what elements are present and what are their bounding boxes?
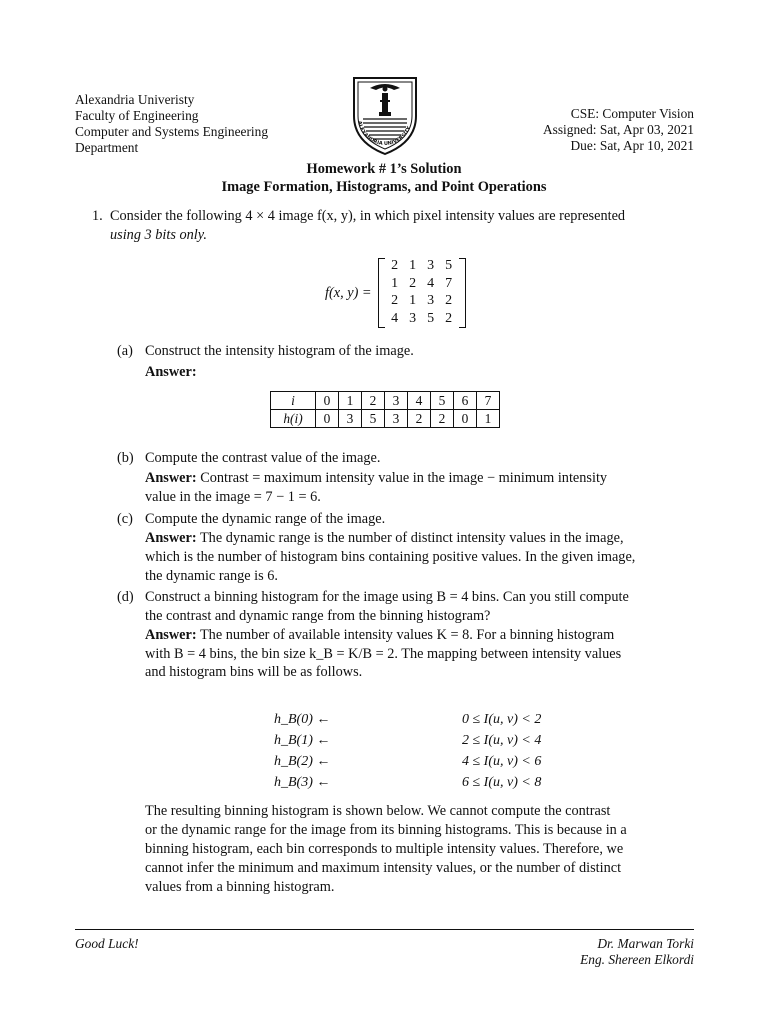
page-subtitle: Image Formation, Histograms, and Point Operations [221, 179, 547, 195]
mapping-range: 4 ≤ I(u, v) < 6 [462, 754, 542, 769]
part-b-answer [145, 469, 607, 488]
mapping-bin: h_B(0) ← [274, 712, 331, 727]
mapping-right-column [462, 709, 541, 793]
matrix-cell: 1 [391, 275, 399, 291]
header-right [543, 106, 694, 154]
table-cell: 2 [362, 392, 385, 410]
part-b-question: Compute the contrast value of the image. [145, 450, 381, 466]
question-intro-cont: using 3 bits only. [110, 227, 207, 243]
conclusion-paragraph [145, 802, 627, 897]
table-cell: 0 [316, 410, 339, 428]
mapping-range: 0 ≤ I(u, v) < 2 [462, 712, 542, 727]
mapping-bin: h_B(2) ← [274, 754, 331, 769]
table-cell: 2 [408, 410, 431, 428]
matrix-cell: 2 [391, 258, 399, 273]
table-cell: 3 [385, 410, 408, 428]
university-seal-icon [350, 72, 420, 156]
course-name: CSE: Computer Vision [570, 106, 694, 121]
matrix-cell: 1 [409, 258, 417, 273]
table-cell: 7 [477, 392, 500, 410]
matrix-cell: 2 [445, 310, 453, 326]
question-intro: Consider the following 4 × 4 image f(x, y), in which pixel intensity values are represented [110, 208, 626, 224]
question-number: 1. [92, 208, 103, 224]
part-c-answer-cont: which is the number of histogram bins containing positive values. In the given image, [145, 549, 636, 565]
footer-author: Dr. Marwan Torki [597, 936, 694, 951]
part-d-answer-cont2: and histogram bins will be as follows. [145, 664, 363, 680]
mapping-left-column [274, 709, 330, 793]
footer-left: Good Luck! [75, 936, 139, 951]
table-cell: 3 [339, 410, 362, 428]
table-cell: 1 [477, 410, 500, 428]
page-title: Homework # 1’s Solution [306, 161, 462, 177]
department-label: Department [75, 140, 139, 155]
matrix-grid [385, 258, 459, 328]
footer-divider [75, 929, 694, 930]
conclusion-line: or the dynamic range for the image from its binning histograms. This is because in a [145, 822, 627, 838]
part-d-question: Construct a binning histogram for the image using B = 4 bins. Can you still compute [145, 589, 629, 605]
part-c-answer-cont2: the dynamic range is 6. [145, 568, 279, 584]
matrix-cell: 3 [427, 258, 435, 273]
mapping-range: 6 ≤ I(u, v) < 8 [462, 775, 542, 790]
matrix-cell: 2 [445, 293, 453, 308]
university-logo [350, 72, 420, 156]
table-cell: 0 [316, 392, 339, 410]
matrix-cell: 5 [427, 310, 435, 326]
part-c-answer [145, 529, 624, 548]
part-a-answer-label: Answer: [145, 364, 197, 380]
mapping-range: 2 ≤ I(u, v) < 4 [462, 733, 542, 748]
matrix-cell: 2 [391, 293, 399, 308]
table-cell: 1 [339, 392, 362, 410]
table-cell: 5 [431, 392, 454, 410]
part-d-answer-text: The number of available intensity values K = 8. For a binning histogram [199, 627, 615, 643]
conclusion-line: The resulting binning histogram is shown below. We cannot compute the contrast [145, 803, 611, 819]
table-cell: 3 [385, 392, 408, 410]
table-cell: 4 [408, 392, 431, 410]
image-matrix [325, 258, 466, 328]
university-name: Alexandria Univeristy [75, 92, 195, 107]
part-d-answer-cont: with B = 4 bins, the bin size k_B = K/B = 2. The mapping between intensity values [145, 646, 622, 662]
part-b-answer-text: Contrast = maximum intensity value in the image − minimum intensity [200, 470, 608, 486]
mapping-bin: h_B(3) ← [274, 775, 331, 790]
table-row [271, 410, 500, 428]
part-d-label: (d) [117, 589, 134, 605]
part-d-answer-label: Answer: [145, 627, 197, 643]
matrix-cell: 4 [391, 310, 399, 326]
matrix-cell: 4 [427, 275, 435, 291]
matrix-cell: 3 [409, 310, 417, 326]
part-c-answer-label: Answer: [145, 530, 197, 546]
department-name: Computer and Systems Engineering [75, 124, 269, 139]
matrix-cell: 1 [409, 293, 417, 308]
header-left [75, 92, 268, 156]
matrix-cell: 2 [409, 275, 417, 291]
matrix-cell: 7 [445, 275, 453, 291]
mapping-bin: h_B(1) ← [274, 733, 331, 748]
table-header-cell: h(i) [271, 410, 316, 428]
part-b-label: (b) [117, 450, 134, 466]
due-date: Due: Sat, Apr 10, 2021 [570, 138, 694, 153]
part-b-answer-cont: value in the image = 7 − 1 = 6. [145, 489, 321, 505]
part-b-answer-label: Answer: [145, 470, 197, 486]
part-c-label: (c) [117, 511, 133, 527]
matrix-label: f(x, y) = [325, 284, 372, 301]
part-d-answer [145, 626, 614, 645]
part-a-label: (a) [117, 343, 133, 359]
table-cell: 6 [454, 392, 477, 410]
conclusion-line: binning histogram, each bin corresponds to multiple intensity values. Therefore, we [145, 841, 624, 857]
conclusion-line: values from a binning histogram. [145, 879, 335, 895]
matrix-cell: 3 [427, 293, 435, 308]
footer-coauthor: Eng. Shereen Elkordi [580, 952, 694, 967]
part-a-question: Construct the intensity histogram of the image. [145, 343, 414, 359]
part-c-question: Compute the dynamic range of the image. [145, 511, 386, 527]
table-row [271, 392, 500, 410]
logo-text: ALEXANDRIA UNIVERSITY [356, 120, 413, 148]
assigned-date: Assigned: Sat, Apr 03, 2021 [542, 122, 694, 137]
table-header-cell: i [271, 392, 316, 410]
faculty-name: Faculty of Engineering [75, 108, 199, 123]
table-cell: 5 [362, 410, 385, 428]
histogram-table [270, 391, 500, 428]
table-cell: 0 [454, 410, 477, 428]
table-cell: 2 [431, 410, 454, 428]
conclusion-line: cannot infer the minimum and maximum intensity values, or the number of distinct [145, 860, 622, 876]
part-c-answer-text: The dynamic range is the number of distinct intensity values in the image, [199, 530, 624, 546]
part-d-question-cont: the contrast and dynamic range from the binning histogram? [145, 608, 491, 624]
matrix-cell: 5 [445, 258, 453, 273]
